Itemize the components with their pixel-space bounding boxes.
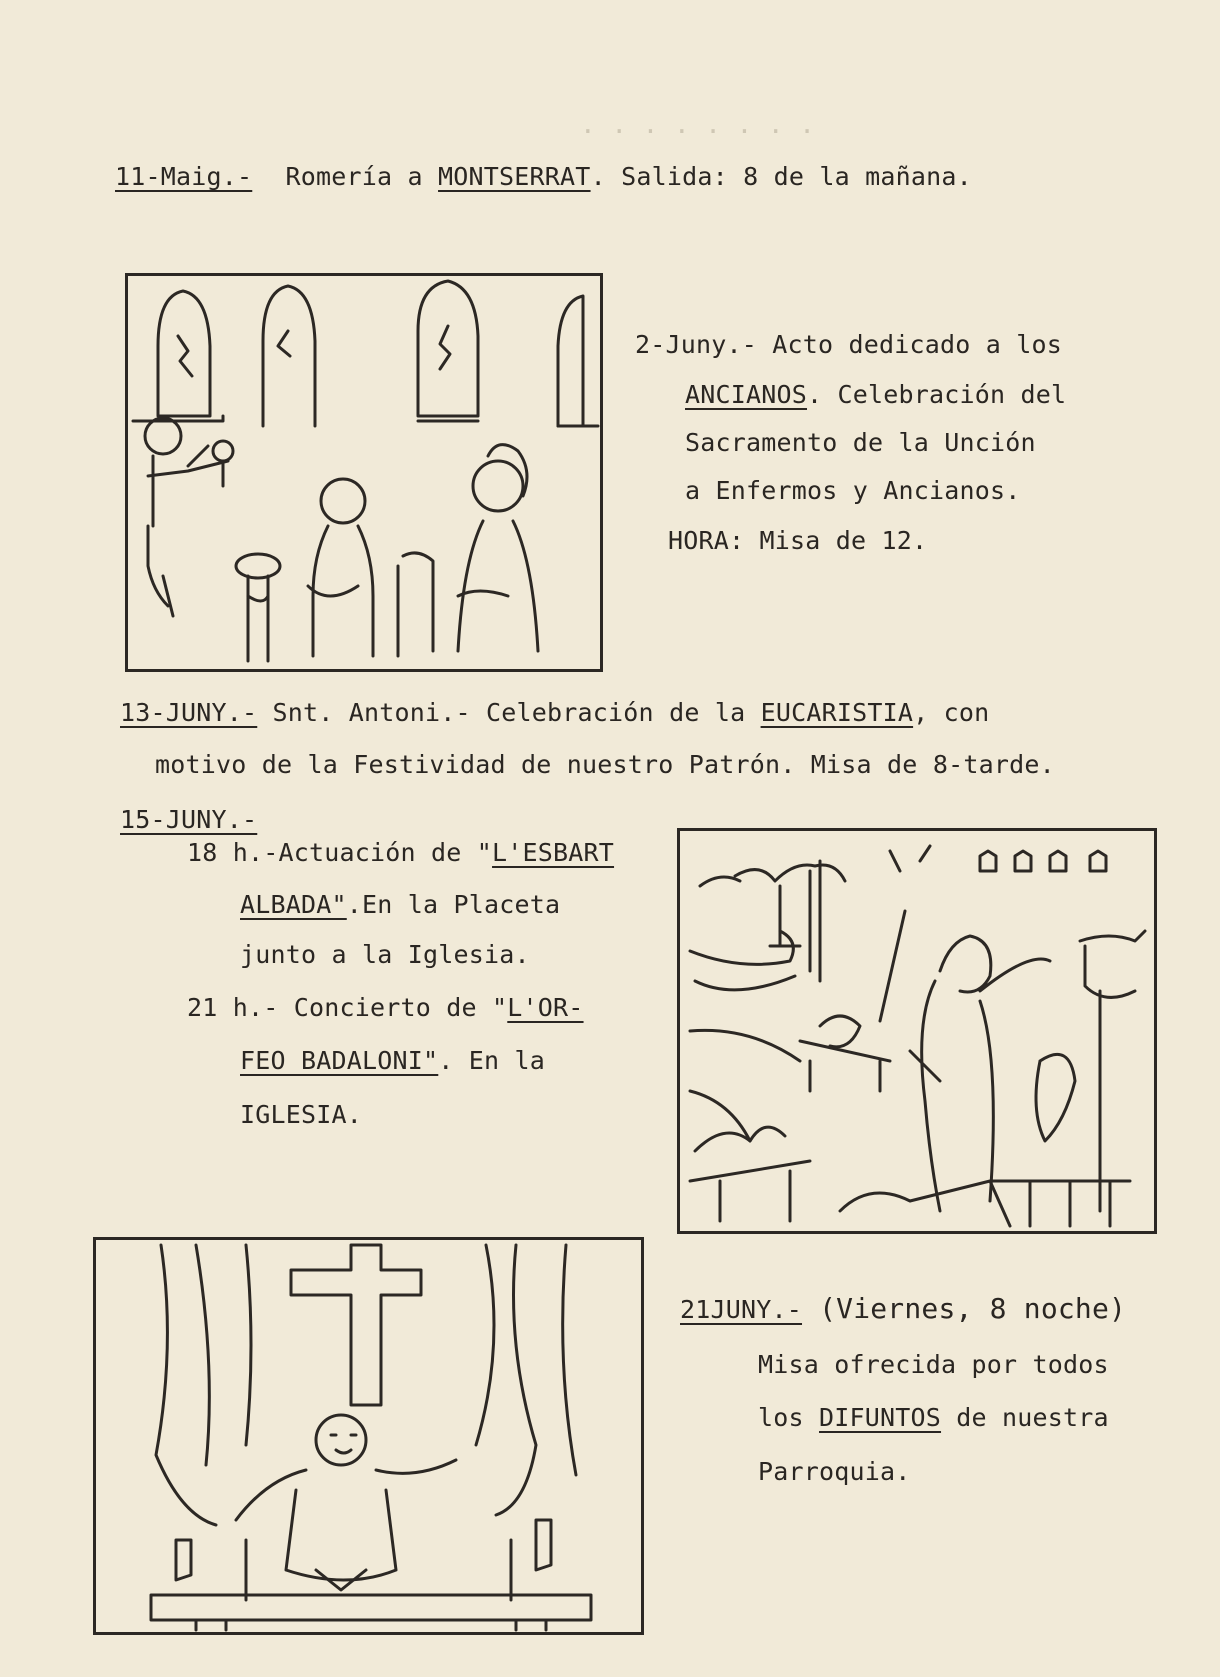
- event-highlight: EUCARISTIA: [760, 698, 914, 727]
- event-highlight: L'ESBART: [492, 838, 615, 867]
- orchestra-conductor-sketch-icon: [677, 828, 1157, 1234]
- bleed-through-decoration: . . . . . . . .: [580, 110, 815, 140]
- document-page: . . . . . . . . 11-Maig.- Romería a MONTSERRAT. Salida: 8 de la mañana. 2-Juny.- Acto dedicado a los ANCIANOS. Celebración del Sacramento de la Unción a Enfermos y Ancianos. HORA: Misa de 12. 13-JUNY.- Snt. Antoni.- Celebración de la EUCARISTIA, con motivo de la Festividad de nuestro Patrón. Misa de 8-tarde. 15-JUNY.- 18 h.-Actuación de "L'ESBART ALBADA".En la Placeta junto a la Iglesia. 21 h.- Concierto de "L'OR- FEO BADALONI". En la IGLESIA. 21JUNY.- (Viernes, 8 noche) Misa ofrecida por todos los DIFUNTOS de nuestra Parroquia.: [0, 0, 1220, 1677]
- event-date: 13-JUNY.-: [120, 698, 258, 727]
- event-date: 21JUNY.-: [680, 1295, 803, 1324]
- elderly-mass-sketch-icon: [125, 273, 603, 672]
- event-highlight: L'OR-: [507, 993, 584, 1022]
- event-highlight: ANCIANOS: [685, 380, 808, 409]
- event-highlight: MONTSERRAT: [438, 162, 591, 191]
- event-15-juny: [120, 805, 257, 834]
- event-date: 2-Juny.-: [635, 330, 758, 359]
- event-highlight: ALBADA": [240, 890, 347, 919]
- event-13-juny: 13-JUNY.- Snt. Antoni.- Celebración de la EUCARISTIA, con: [120, 698, 990, 727]
- event-date: 11-Maig.-: [115, 162, 253, 191]
- event-hour: HORA: Misa de 12.: [668, 526, 928, 555]
- event-highlight: FEO BADALONI": [240, 1046, 439, 1075]
- event-21-juny: 21JUNY.- (Viernes, 8 noche): [680, 1292, 1127, 1325]
- event-11-maig: 11-Maig.- Romería a MONTSERRAT. Salida: 8 de la mañana.: [115, 162, 972, 191]
- event-highlight: DIFUNTOS: [819, 1403, 942, 1432]
- priest-altar-sketch-icon: [93, 1237, 644, 1635]
- event-date: 15-JUNY.-: [120, 805, 258, 834]
- event-2-juny: 2-Juny.- Acto dedicado a los: [635, 330, 1063, 359]
